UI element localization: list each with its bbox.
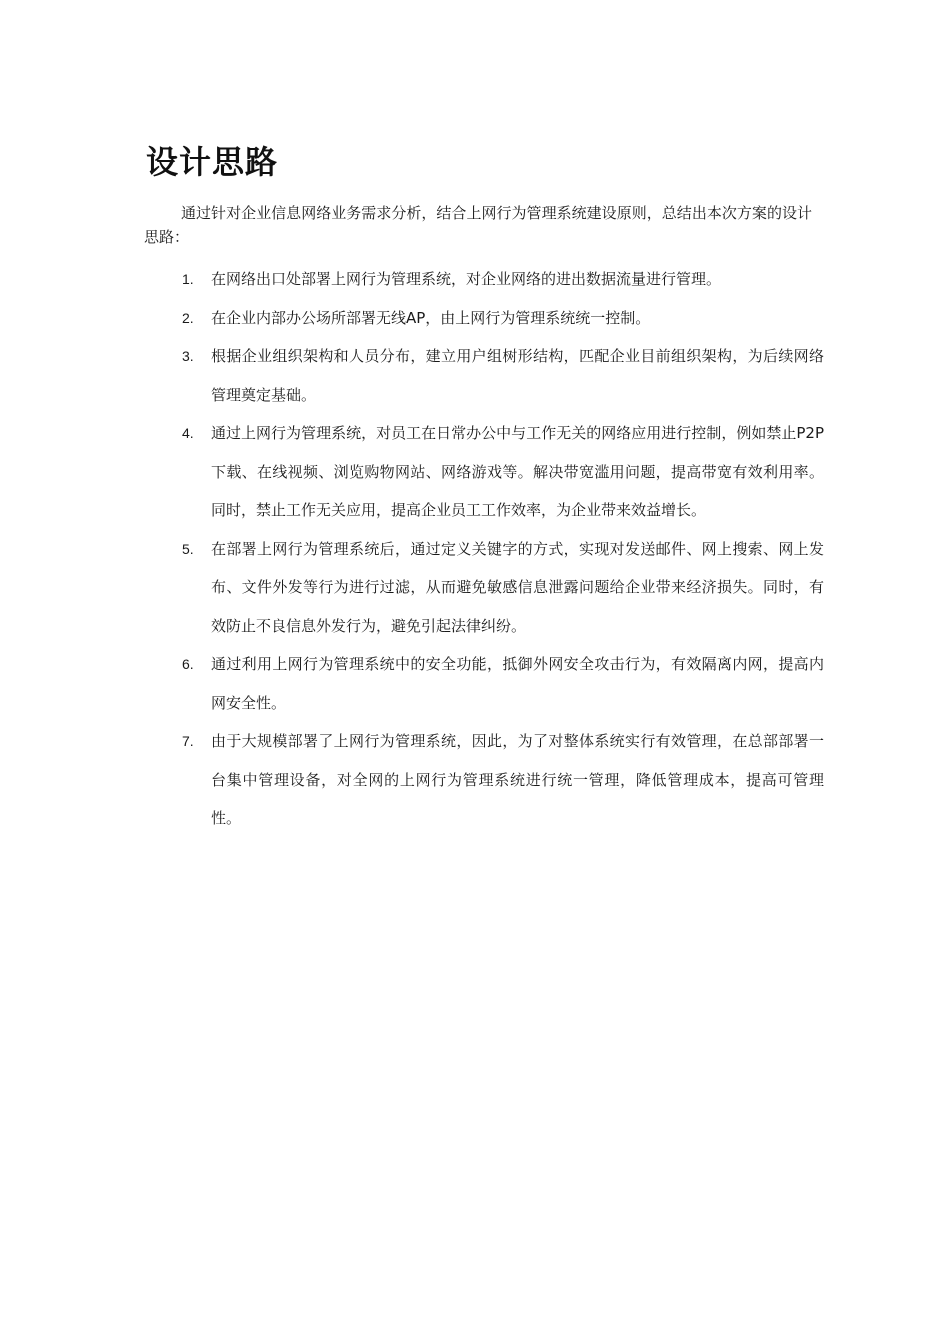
page-title: 设计思路 [146, 143, 279, 181]
list-number: 5. [182, 540, 194, 557]
list-item [144, 260, 824, 299]
list-item [144, 299, 824, 338]
list-item [144, 337, 824, 414]
list-item-text: 通过利用上网行为管理系统中的安全功能，抵御外网安全攻击行为，有效隔离内网，提高内网安全性。 [211, 655, 824, 712]
design-points-list [144, 260, 824, 838]
list-number: 7. [182, 733, 194, 749]
list-item-text: 通过上网行为管理系统，对员工在日常办公中与工作无关的网络应用进行控制，例如禁止P2P下载、在线视频、浏览购物网站、网络游戏等。解决带宽滥用问题，提高带宽有效利用率。同时，禁止工作无关应用，提高企业员工工作效率，为企业带来效益增长。 [211, 424, 824, 519]
list-number: 3. [182, 348, 194, 364]
list-item [144, 414, 824, 530]
list-number: 6. [182, 656, 194, 672]
list-item [144, 645, 824, 722]
list-item-text: 由于大规模部署了上网行为管理系统，因此，为了对整体系统实行有效管理，在总部部署一台集中管理设备，对全网的上网行为管理系统进行统一管理，降低管理成本，提高可管理性。 [211, 732, 824, 827]
list-item-text: 在网络出口处部署上网行为管理系统，对企业网络的进出数据流量进行管理。 [211, 270, 722, 288]
list-item [144, 722, 824, 838]
list-number: 2. [182, 309, 194, 326]
list-item [144, 530, 824, 646]
list-item-text: 在部署上网行为管理系统后，通过定义关键字的方式，实现对发送邮件、网上搜索、网上发布、文件外发等行为进行过滤，从而避免敏感信息泄露问题给企业带来经济损失。同时，有效防止不良信息外发行为，避免引起法律纠纷。 [211, 539, 824, 635]
list-number: 4. [182, 425, 194, 441]
intro-paragraph: 通过针对企业信息网络业务需求分析，结合上网行为管理系统建设原则，总结出本次方案的设计思路： [144, 204, 812, 246]
list-item-text: 根据企业组织架构和人员分布，建立用户组树形结构，匹配企业目前组织架构，为后续网络管理奠定基础。 [211, 347, 824, 404]
list-number: 1. [182, 271, 194, 287]
list-item-text: 在企业内部办公场所部署无线AP，由上网行为管理系统统一控制。 [211, 308, 651, 327]
